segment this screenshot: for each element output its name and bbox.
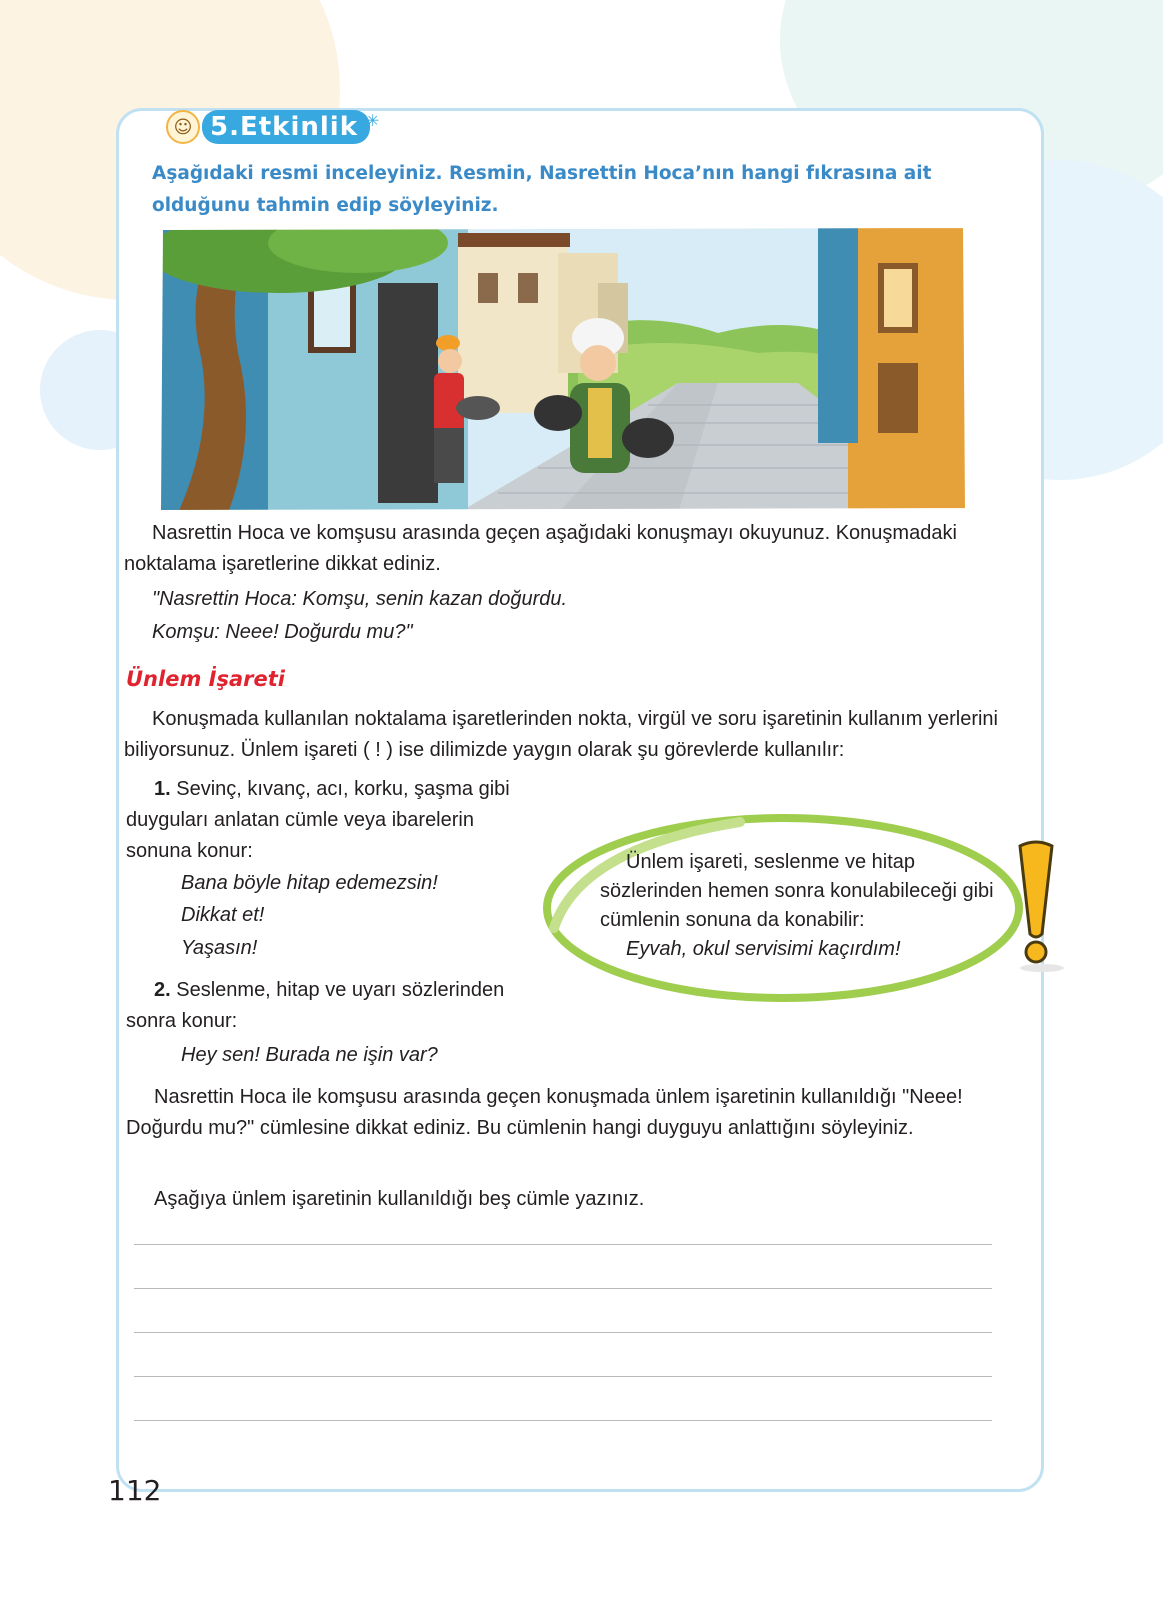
activity-logo: [166, 110, 379, 144]
writing-line[interactable]: [134, 1244, 992, 1245]
note-text: [600, 848, 1000, 964]
activity-label: 5.Etkinlik: [202, 110, 370, 144]
note-body: Ünlem işareti, seslenme ve hitap sözlerinden hemen sonra konulabileceği gibi cümlenin sonuna da konabilir:: [600, 851, 994, 931]
section-intro: Konuşmada kullanılan noktalama işaretlerinden nokta, virgül ve soru işaretinin kullanım yerlerini biliyorsunuz. Ünlem işareti ( ! ) ise dilimizde yaygın olarak şu görevlerde kullanılır:: [124, 708, 998, 761]
rule-item: [126, 774, 536, 867]
sparkle-icon: ✳: [366, 110, 380, 130]
dialogue-line: Komşu: Neee! Doğurdu mu?": [152, 621, 413, 643]
writing-line[interactable]: [134, 1376, 992, 1377]
section-title: Ünlem İşareti: [126, 667, 285, 691]
writing-line[interactable]: [134, 1420, 992, 1421]
reading-instruction: Nasrettin Hoca ve komşusu arasında geçen aşağıdaki konuşmayı okuyunuz. Konuşmadaki noktalama işaretlerine dikkat ediniz.: [124, 522, 957, 575]
example-sentence: Bana böyle hitap edemezsin!: [181, 872, 438, 894]
rule-text: Seslenme, hitap ve uyarı sözlerinden sonra konur:: [126, 979, 505, 1032]
example-sentence: Dikkat et!: [181, 904, 265, 926]
task-instruction: Aşağıya ünlem işaretinin kullanıldığı beş cümle yazınız.: [154, 1188, 645, 1210]
dialogue-line: "Nasrettin Hoca: Komşu, senin kazan doğurdu.: [152, 588, 568, 610]
street-scene-illustration: [158, 223, 968, 513]
rule-number: 2.: [154, 979, 171, 1001]
rule-number: 1.: [154, 778, 171, 800]
rule-item: [126, 975, 546, 1037]
intro-instruction: Aşağıdaki resmi inceleyiniz. Resmin, Nasrettin Hoca’nın hangi fıkrasına ait olduğunu tahmin edip söyleyiniz.: [152, 163, 932, 216]
note-example: Eyvah, okul servisimi kaçırdım!: [626, 938, 901, 960]
question-text: Nasrettin Hoca ile komşusu arasında geçen konuşmada ünlem işaretinin kullanıldığı "Neee! Doğurdu mu?" cümlesine dikkat ediniz. Bu cümlenin hangi duyguyu anlattığını söyleyiniz.: [126, 1086, 963, 1139]
exclamation-icon: [1006, 838, 1066, 978]
example-sentence: Hey sen! Burada ne işin var?: [181, 1044, 438, 1066]
writing-line[interactable]: [134, 1288, 992, 1289]
rule-text: Sevinç, kıvanç, acı, korku, şaşma gibi duyguları anlatan cümle veya ibarelerin sonuna konur:: [126, 778, 510, 862]
kid-mascot-icon: ☺: [166, 110, 200, 144]
example-sentence: Yaşasın!: [181, 937, 258, 959]
writing-line[interactable]: [134, 1332, 992, 1333]
page-number: 112: [108, 1474, 162, 1507]
